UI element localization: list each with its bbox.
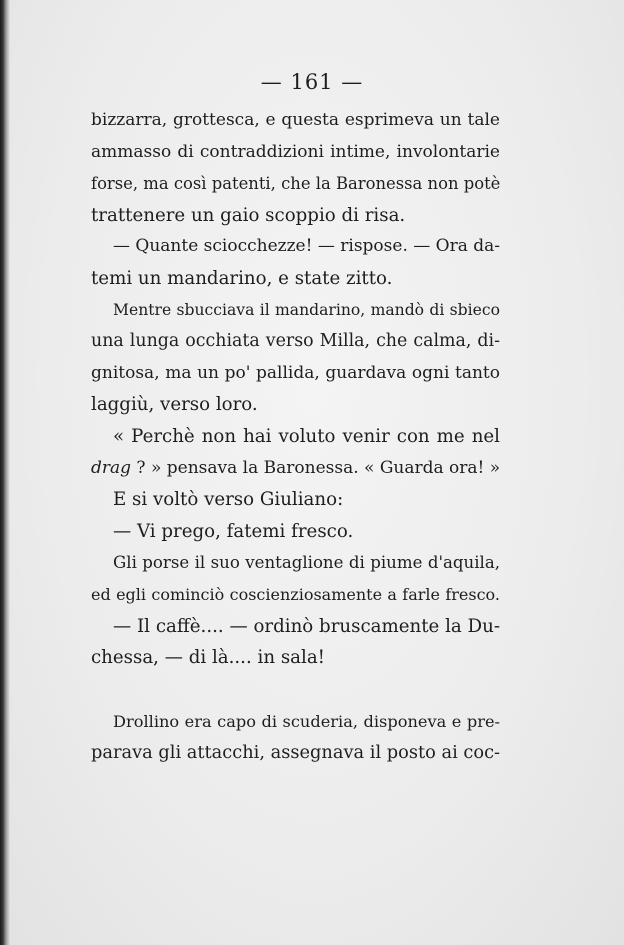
- text-line: laggiù, verso loro.: [91, 394, 258, 416]
- text-line: E si voltò verso Giuliano:: [113, 489, 344, 511]
- text-line: trattenere un gaio scoppio di risa.: [91, 204, 406, 226]
- page-number: — 161 —: [260, 70, 364, 94]
- text-line: chessa, — di là.... in sala!: [91, 647, 325, 669]
- page-binding-edge: [0, 0, 10, 945]
- text-line: Drollino era capo di scuderia, disponeva e pre-: [113, 711, 500, 731]
- text-line: temi un mandarino, e state zitto.: [91, 267, 393, 289]
- text-line: ammasso di contraddizioni intime, involontarie: [91, 141, 500, 162]
- text-line: forse, ma così patenti, che la Baronessa non potè: [91, 174, 501, 194]
- text-line: — Quante sciocchezze! — rispose. — Ora da-: [113, 236, 501, 257]
- text-line: « Perchè non hai voluto venir con me nel: [113, 425, 500, 447]
- text-line: una lunga occhiata verso Milla, che calma, di-: [91, 331, 500, 352]
- text-line: parava gli attacchi, assegnava il posto ai coc-: [91, 742, 501, 764]
- body-text: [91, 105, 500, 769]
- text-line: ed egli cominciò coscienziosamente a farle fresco.: [91, 584, 500, 604]
- text-line: gnitosa, ma un po' pallida, guardava ogni tanto: [91, 362, 500, 383]
- section-gap: [91, 674, 500, 706]
- italic-word: drag: [91, 457, 132, 478]
- text-line: bizzarra, grottesca, e questa esprimeva un tale: [91, 110, 500, 130]
- text-line: — Vi prego, fatemi fresco.: [113, 520, 354, 542]
- text-line: Gli porse il suo ventaglione di piume d'aquila,: [113, 553, 500, 573]
- text-line: — Il caffè.... — ordinò bruscamente la Du-: [113, 615, 500, 637]
- text-line: drag ? » pensava la Baronessa. « Guarda ora! »: [91, 457, 501, 478]
- text-line: Mentre sbucciava il mandarino, mandò di sbieco: [113, 300, 500, 319]
